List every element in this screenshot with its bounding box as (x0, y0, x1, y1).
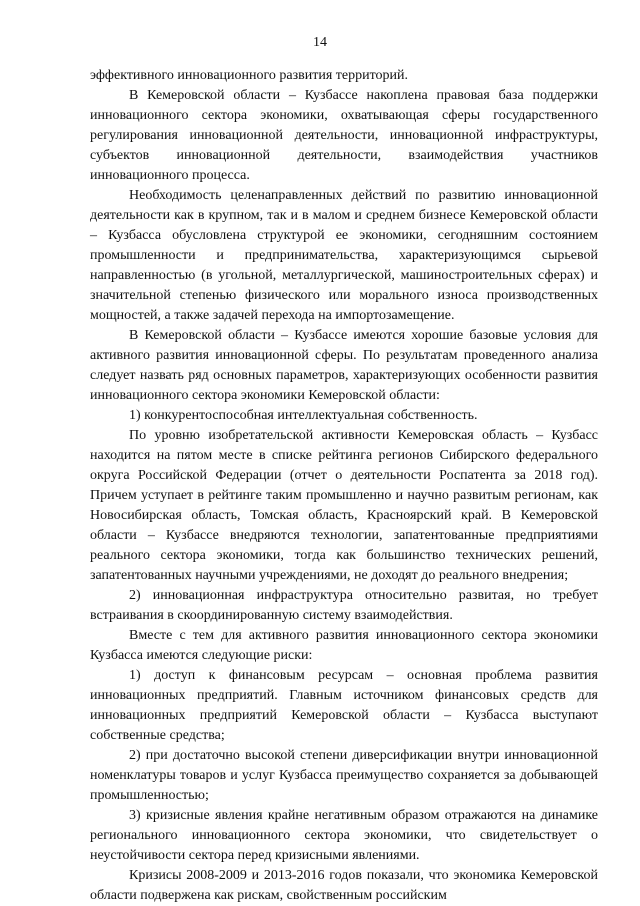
paragraph-legal-base: В Кемеровской области – Кузбассе накоплена правовая база поддержки инновационного сектора экономики, охватывающая сферы государственного регулирования инновационной деятельности, инновационной инфраструктуры, субъектов инновационной деятельности, взаимодействия участников инновационного процесса. (90, 88, 598, 183)
list-item-risk-finance: 1) доступ к финансовым ресурсам – основная проблема развития инновационных предприятий. Главным источником финансовых средств для инновационных предприятий Кемеровской области – Кузбасса выступают собственные средства; (90, 668, 598, 743)
list-item-risk-diversification: 2) при достаточно высокой степени диверсификации внутри инновационной номенклатуры товаров и услуг Кузбасса преимущество сохраняется за добывающей промышленностью; (90, 748, 598, 803)
paragraph-basic-conditions: В Кемеровской области – Кузбассе имеются хорошие базовые условия для активного развития инновационной сферы. По результатам проведенного анализа следует назвать ряд основных параметров, характеризующих особенности развития инновационного сектора экономики Кемеровской области: (90, 328, 598, 403)
document-body (90, 66, 598, 906)
page-number: 14 (313, 35, 327, 50)
paragraph-necessity: Необходимость целенаправленных действий по развитию инновационной деятельности как в крупном, так и в малом и среднем бизнесе Кемеровской области – Кузбасса обусловлена структурой ее экономики, сегодняшним состоянием промышленности и предпринимательства, характеризующимся сырьевой направленностью (в угольной, металлургической, машиностроительных сферах) и значительной степенью физического или морального износа производственных мощностей, а также задачей перехода на импортозамещение. (90, 188, 598, 323)
paragraph-continuation: эффективного инновационного развития территорий. (90, 68, 409, 83)
list-item-infrastructure: 2) инновационная инфраструктура относительно развитая, но требует встраивания в скоординированную систему взаимодействия. (90, 588, 598, 623)
list-item-risk-crisis: 3) кризисные явления крайне негативным образом отражаются на динамике регионального инновационного сектора экономики, что свидетельствует о неустойчивости сектора перед кризисными явлениями. (90, 808, 598, 863)
paragraph-inventive-activity: По уровню изобретательской активности Кемеровская область – Кузбасс находится на пятом месте в списке рейтинга регионов Сибирского федерального округа Российской Федерации (отчет о деятельности Роспатента за 2018 год). Причем уступает в рейтинге таким промышленно и научно развитым регионам, как Новосибирская область, Томская область, Красноярский край. В Кемеровской области – Кузбассе внедряются технологии, запатентованные предприятиями реального сектора экономики, тогда как большинство технических решений, запатентованных научными учреждениями, не доходят до реального внедрения; (90, 428, 598, 583)
list-item-ip: 1) конкурентоспособная интеллектуальная собственность. (129, 408, 478, 423)
paragraph-crises: Кризисы 2008-2009 и 2013-2016 годов показали, что экономика Кемеровской области подвержена как рискам, свойственным российским (90, 868, 598, 903)
paragraph-risks-intro: Вместе с тем для активного развития инновационного сектора экономики Кузбасса имеются следующие риски: (90, 628, 598, 663)
